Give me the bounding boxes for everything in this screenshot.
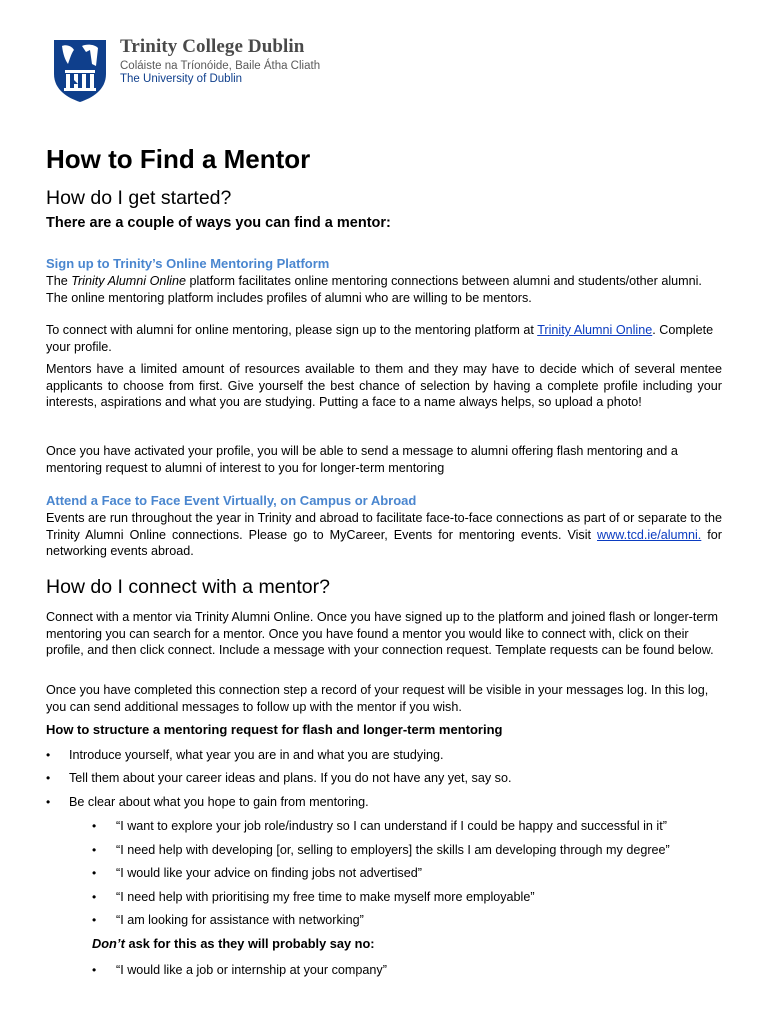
dont-ask-heading xyxy=(92,936,375,951)
tcd-crest-icon xyxy=(52,38,108,104)
structure-heading: How to structure a mentoring request for flash and longer-term mentoring xyxy=(46,722,503,737)
paragraph-activated-profile: Once you have activated your profile, you will be able to send a message to alumni offering flash mentoring and a mentoring request to alumni of interest to you for longer-term mentoring xyxy=(46,444,678,475)
dont-ask-list xyxy=(92,962,387,986)
list-item: • “I would like your advice on finding jobs not advertised” xyxy=(92,865,670,889)
text-segment: ask for this as they will probably say no: xyxy=(124,936,375,951)
institution-university: The University of Dublin xyxy=(120,73,243,85)
section-heading-get-started: How do I get started? xyxy=(46,187,232,209)
paragraph-platform-intro xyxy=(46,273,722,306)
text-segment: for networking events abroad. xyxy=(46,527,722,558)
tcd-header xyxy=(48,34,348,112)
list-item: • “I am looking for assistance with networking” xyxy=(92,912,670,936)
text-segment: platform facilitates online mentoring connections between alumni and students/other alumni. The online mentoring platform includes profiles of alumni who are willing to be mentors. xyxy=(46,274,702,305)
tcd-wordmark xyxy=(120,36,320,85)
paragraph-mentor-resources: Mentors have a limited amount of resources available to them and they may have to decide which of several mentee applicants to choose from first. Give yourself the best chance of selection by having a complete profile including your interests, aspirations and what you are studying. Putting a face to a name always helps, so upload a photo! xyxy=(46,362,722,409)
page-title: How to Find a Mentor xyxy=(46,144,311,174)
link-tcd-alumni[interactable]: www.tcd.ie/alumni. xyxy=(597,527,702,542)
institution-name: Trinity College Dublin xyxy=(120,36,305,57)
list-item: • “I would like a job or internship at your company” xyxy=(92,962,387,986)
list-item: • Introduce yourself, what year you are in and what you are studying. xyxy=(46,747,511,770)
list-item: • Be clear about what you hope to gain from mentoring. xyxy=(46,794,511,817)
text-emphasis: Trinity Alumni Online xyxy=(71,274,186,288)
paragraph-events xyxy=(46,510,722,560)
example-requests-list xyxy=(92,818,670,936)
paragraph-connection-log: Once you have completed this connection step a record of your request will be visible in your messages log. In this log, you can send additional messages to follow up with the mentor if you wish. xyxy=(46,683,709,714)
list-item: • “I want to explore your job role/industry so I can understand if I could be happy and successful in it” xyxy=(92,818,670,842)
institution-irish-name: Coláiste na Tríonóide, Baile Átha Cliath xyxy=(120,60,321,72)
text-segment: The xyxy=(46,274,72,288)
list-item: • “I need help with prioritising my free time to make myself more employable” xyxy=(92,889,670,913)
text-segment: . Complete your profile. xyxy=(46,323,714,354)
text-segment: To connect with alumni for online mentoring, please sign up to the mentoring platform at xyxy=(46,323,538,337)
link-trinity-alumni-online[interactable]: Trinity Alumni Online xyxy=(537,323,653,337)
list-item: • “I need help with developing [or, selling to employers] the skills I am developing through my degree” xyxy=(92,842,670,866)
request-tips-list xyxy=(46,747,511,817)
paragraph-connect-intro: Connect with a mentor via Trinity Alumni Online. Once you have signed up to the platform and joined flash or longer-term mentoring you can search for a mentor. Once you have found a mentor you would like to connect with, click on their profile, and then click connect. Include a message with your connection request. Template requests can be found below. xyxy=(46,610,719,657)
section-heading-connect: How do I connect with a mentor? xyxy=(46,576,330,598)
text-segment: Events are run throughout the year in Trinity and abroad to facilitate face-to-face connections as part of or separate to the Trinity Alumni Online connections. Please go to MyCareer, Events for mentoring events. Visit xyxy=(46,511,722,542)
subheading-online-platform: Sign up to Trinity’s Online Mentoring Platform xyxy=(46,256,330,271)
text-emphasis: Don’t xyxy=(92,936,125,951)
paragraph-signup xyxy=(46,322,722,355)
section-lead: There are a couple of ways you can find a mentor: xyxy=(46,215,391,231)
subheading-face-to-face-event: Attend a Face to Face Event Virtually, on Campus or Abroad xyxy=(46,493,417,508)
list-item: • Tell them about your career ideas and plans. If you do not have any yet, say so. xyxy=(46,770,511,793)
